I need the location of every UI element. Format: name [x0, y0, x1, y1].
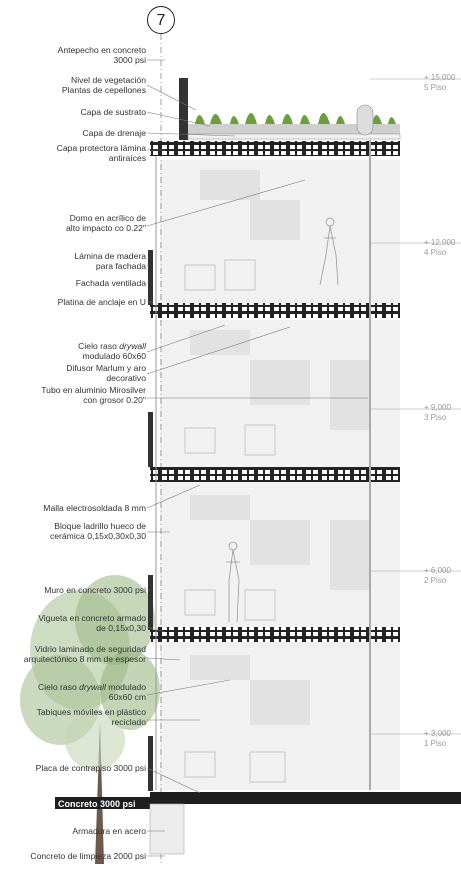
- label-text: Cielo raso: [78, 341, 120, 351]
- label-domo: [66, 213, 146, 233]
- label-text: modulado: [105, 682, 146, 692]
- label-tubo: [41, 385, 146, 405]
- level-name: 2 Piso: [424, 576, 447, 585]
- ground-slab: [150, 792, 461, 804]
- level-name: 3 Piso: [424, 413, 447, 422]
- level-elevation: + 12,000: [424, 238, 456, 247]
- level-2: [424, 566, 451, 586]
- axis-marker: 7: [147, 6, 175, 34]
- level-elevation: + 15,000: [424, 73, 456, 82]
- label-line: Concreto de limpieza 2000 psi: [30, 851, 146, 861]
- label-line: Fachada ventilada: [75, 278, 146, 288]
- level-1: [424, 729, 451, 749]
- label-line: cerámica 0,15x0,30x0,30: [49, 531, 146, 542]
- label-line: antiraíces: [108, 153, 146, 164]
- label-concrete-band: Concreto 3000 psi: [58, 799, 136, 809]
- label-line: Bloque ladrillo hueco de: [54, 521, 146, 531]
- label-line: Vigueta en concreto armado: [38, 613, 146, 623]
- label-line: Placa de contrapiso 3000 psi: [35, 763, 146, 773]
- label-line: para fachada: [95, 261, 146, 272]
- level-elevation: + 9,000: [424, 403, 451, 412]
- label-line: [78, 341, 146, 351]
- label-antepecho: [58, 45, 146, 65]
- level-elevation: + 6,000: [424, 566, 451, 575]
- label-line: arquitectónico 8 mm de espesor: [23, 654, 146, 665]
- label-line: Capa de sustrato: [80, 107, 146, 117]
- label-line: Lámina de madera: [74, 251, 146, 261]
- label-lamina-madera: [74, 251, 146, 271]
- level-3: [424, 403, 451, 423]
- label-cielo-raso-2: [38, 682, 146, 702]
- label-line: Malla electrosoldada 8 mm: [43, 503, 146, 513]
- label-line: Capa protectora lámina: [56, 143, 146, 153]
- label-italic: drywall: [79, 682, 106, 692]
- label-line: 3000 psi: [113, 55, 146, 66]
- label-concreto-limpieza: [30, 851, 146, 861]
- label-fachada-ventilada: [76, 278, 146, 288]
- label-line: Plantas de cepellones: [61, 85, 146, 96]
- label-line: 60x60 cm: [108, 692, 146, 703]
- label-placa: [36, 763, 146, 773]
- label-line: alto impacto co 0.22": [66, 223, 146, 234]
- label-line: modulado 60x60: [82, 351, 146, 362]
- label-line: Antepecho en concreto: [57, 45, 146, 55]
- label-capa-protectora: [57, 143, 146, 163]
- label-line: reciclado: [111, 717, 146, 728]
- level-elevation: + 3,000: [424, 729, 451, 738]
- label-line: Tabiques móviles en plástico: [36, 707, 146, 717]
- label-platina: [58, 297, 146, 307]
- label-capa-drenaje: [82, 128, 146, 138]
- label-line: Tubo en aluminio Mirosilver: [41, 385, 146, 395]
- label-tabiques: [37, 707, 146, 727]
- label-muro: [44, 585, 146, 595]
- level-5: [424, 73, 455, 93]
- label-line: Vidrio laminado de seguridad: [34, 644, 146, 654]
- label-capa-sustrato: [81, 107, 146, 117]
- label-text: Cielo raso: [38, 682, 80, 692]
- label-vidrio: [24, 644, 146, 664]
- label-line: de 0,15x0,30: [96, 623, 146, 634]
- label-line: Muro en concreto 3000 psi: [44, 585, 146, 595]
- label-armadura: [72, 826, 146, 836]
- label-line: [38, 682, 146, 692]
- label-nivel-vegetacion: [62, 75, 146, 95]
- level-name: 1 Piso: [424, 739, 447, 748]
- label-line: decorativo: [106, 373, 146, 384]
- label-line: Platina de anclaje en U: [57, 297, 146, 307]
- label-line: Domo en acrílico de: [69, 213, 146, 223]
- label-italic: drywall: [119, 341, 146, 351]
- level-4: [424, 238, 455, 258]
- foundation: [150, 804, 184, 854]
- label-line: Capa de drenaje: [82, 128, 146, 138]
- label-bloque: [50, 521, 146, 541]
- drainage: [188, 134, 400, 139]
- label-line: Armadura en acero: [72, 826, 146, 836]
- label-vigueta: [38, 613, 146, 633]
- level-name: 5 Piso: [424, 83, 447, 92]
- label-difusor: [66, 363, 146, 383]
- label-malla: [43, 503, 146, 513]
- label-line: Nivel de vegetación: [70, 75, 146, 85]
- label-cielo-raso: [78, 341, 146, 361]
- level-name: 4 Piso: [424, 248, 447, 257]
- skylight-dome: [357, 105, 373, 135]
- label-line: con grosor 0.20": [83, 395, 146, 406]
- parapet: [179, 78, 188, 140]
- label-line: Difusor Marlum y aro: [66, 363, 146, 373]
